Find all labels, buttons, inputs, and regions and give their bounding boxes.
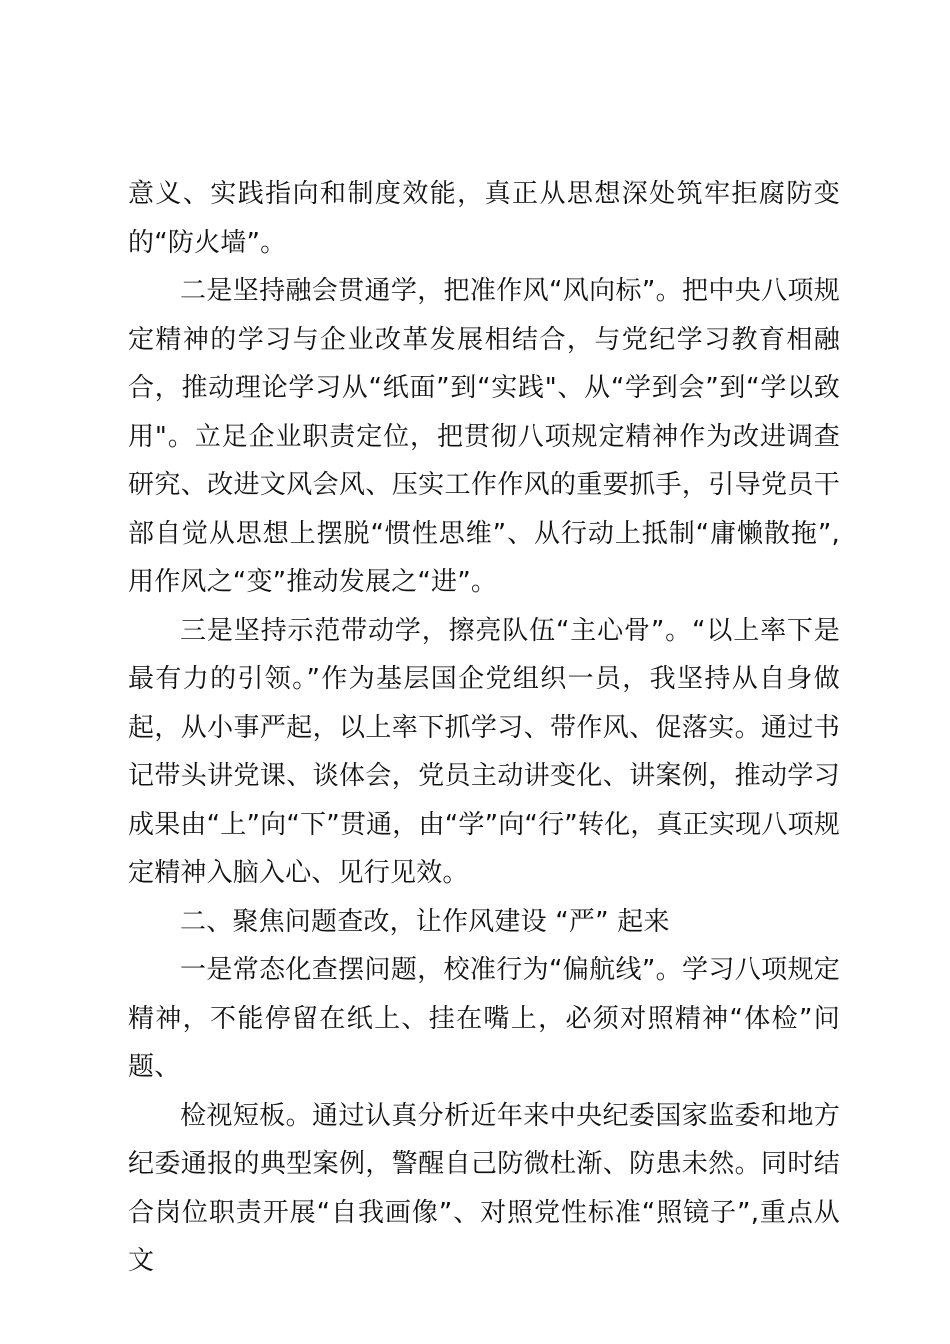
document-body [128,170,840,1286]
paragraph-5: 检视短板。通过认真分析近年来中央纪委国家监委和地方纪委通报的典型案例，警醒自己防微杜渐、防患未然。同时结合岗位职责开展“自我画像”、对照党性标准“照镜子”,重点从文 [128,1100,840,1276]
paragraph-2: 二是坚持融会贯通学，把准作风“风向标”。把中央八项规定精神的学习与企业改革发展相结合，与党纪学习教育相融合，推动理论学习从“纸面”到“实践"、从“学到会”到“学以致用"。立足企业职责定位，把贯彻八项规定精神作为改进调查研究、改进文风会风、压实工作作风的重要抓手，引导党员干部自觉从思想上摆脱“惯性思维”、从行动上抵制“庸懒散拖”,用作风之“变”推动发展之“进”。 [128,276,840,597]
paragraph-3: 三是坚持示范带动学，擦亮队伍“主心骨”。“以上率下是最有力的引领。”作为基层国企党组织一员，我坚持从自身做起，从小事严起，以上率下抓学习、带作风、促落实。通过书记带头讲党课、谈体会，党员主动讲变化、讲案例，推动学习成果由“上”向“下”贯通，由“学”向“行”转化，真正实现八项规定精神入脑入心、见行见效。 [128,615,840,888]
paragraph-1: 意义、实践指向和制度效能，真正从思想深处筑牢拒腐防变的“防火墙”。 [128,179,840,258]
paragraph-4: 一是常态化查摆问题，校准行为“偏航线”。学习八项规定精神，不能停留在纸上、挂在嘴上，必须对照精神“体检”问题、 [128,955,840,1082]
section-heading: 二、聚焦问题查改，让作风建设 “严” 起来 [180,906,670,937]
